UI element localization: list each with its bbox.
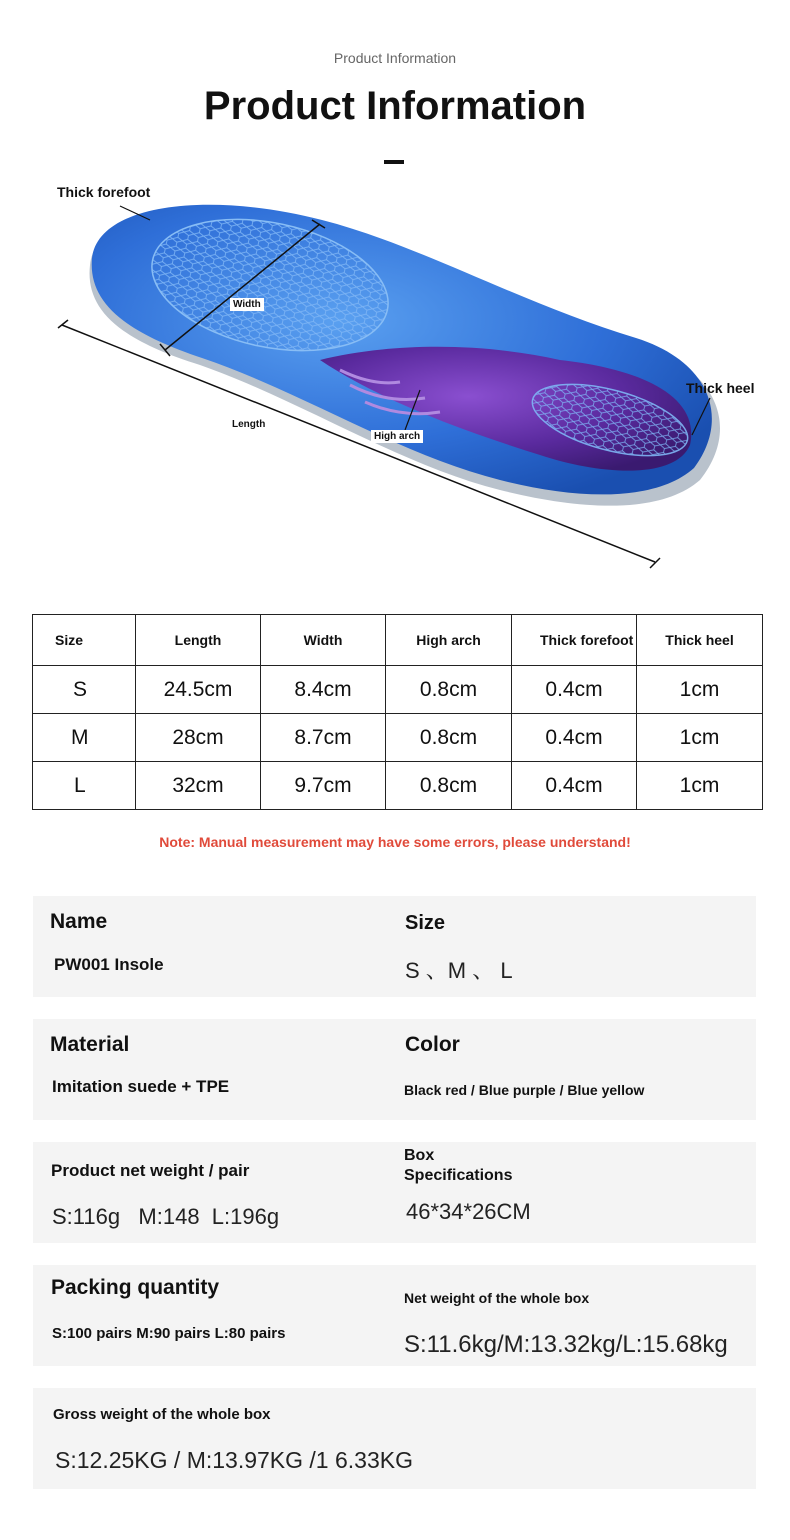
box-spec-value: 46*34*26CM: [406, 1199, 531, 1224]
page-title: Product Information: [203, 84, 587, 128]
spec-row-material-color: [33, 1019, 756, 1120]
color-label: Color: [405, 1033, 460, 1056]
spec-row-weight-box: [33, 1142, 756, 1243]
label-high-arch: High arch: [371, 430, 423, 443]
box-net-weight-value: S:11.6kg/M:13.32kg/L:15.68kg: [404, 1331, 728, 1358]
cell-thick-heel: 1cm: [637, 666, 763, 714]
spec-row-packing: [33, 1265, 756, 1366]
cell-high-arch: 0.8cm: [386, 666, 512, 714]
cell-width: 8.7cm: [261, 714, 386, 762]
header-thick-forefoot: Thick forefoot: [512, 615, 637, 666]
name-value: PW001 Insole: [54, 955, 164, 974]
box-spec-label-line1: Box: [404, 1147, 435, 1164]
measurement-note: Note: Manual measurement may have some errors, please understand!: [159, 834, 631, 850]
size-label: Size: [405, 912, 446, 934]
cell-size: L: [33, 762, 136, 810]
cell-width: 8.4cm: [261, 666, 386, 714]
packing-label: Packing quantity: [51, 1276, 220, 1299]
cell-thick-heel: 1cm: [637, 714, 763, 762]
label-width: Width: [230, 298, 264, 311]
table-row: [33, 762, 763, 810]
packing-value: S:100 pairs M:90 pairs L:80 pairs: [52, 1325, 286, 1342]
spec-row-name-size: [33, 896, 756, 997]
cell-length: 32cm: [136, 762, 261, 810]
cell-thick-forefoot: 0.4cm: [512, 714, 637, 762]
box-spec-label-line2: Specifications: [404, 1167, 513, 1184]
callout-thick-heel: Thick heel: [686, 380, 755, 396]
net-weight-value: S:116g M:148 L:196g: [52, 1204, 280, 1229]
box-net-weight-label: Net weight of the whole box: [404, 1290, 590, 1306]
table-row: [33, 714, 763, 762]
cell-length: 24.5cm: [136, 666, 261, 714]
header-high-arch: High arch: [386, 615, 512, 666]
size-table: [32, 614, 763, 810]
cell-thick-forefoot: 0.4cm: [512, 666, 637, 714]
net-weight-label: Product net weight / pair: [51, 1161, 250, 1180]
callout-thick-forefoot: Thick forefoot: [57, 184, 151, 200]
size-table-header: [33, 615, 763, 666]
label-length: Length: [229, 418, 268, 431]
cell-high-arch: 0.8cm: [386, 714, 512, 762]
insole-illustration: [0, 170, 790, 590]
color-value: Black red / Blue purple / Blue yellow: [404, 1082, 645, 1098]
gross-weight-label: Gross weight of the whole box: [53, 1406, 271, 1423]
cell-thick-forefoot: 0.4cm: [512, 762, 637, 810]
insole-diagram: [0, 170, 790, 590]
header-size: Size: [33, 615, 136, 666]
spec-row-gross: [33, 1388, 756, 1489]
title-divider: [384, 160, 404, 164]
cell-length: 28cm: [136, 714, 261, 762]
cell-size: M: [33, 714, 136, 762]
size-value: S 、M 、 L: [405, 958, 513, 983]
cell-width: 9.7cm: [261, 762, 386, 810]
gross-weight-value: S:12.25KG / M:13.97KG /1 6.33KG: [55, 1447, 413, 1473]
page-subtitle: Product Information: [333, 50, 457, 66]
header-thick-heel: Thick heel: [637, 615, 763, 666]
header-length: Length: [136, 615, 261, 666]
cell-high-arch: 0.8cm: [386, 762, 512, 810]
table-row: [33, 666, 763, 714]
material-value: Imitation suede + TPE: [52, 1077, 230, 1096]
material-label: Material: [50, 1033, 130, 1056]
cell-thick-heel: 1cm: [637, 762, 763, 810]
cell-size: S: [33, 666, 136, 714]
name-label: Name: [50, 910, 108, 933]
header-width: Width: [261, 615, 386, 666]
